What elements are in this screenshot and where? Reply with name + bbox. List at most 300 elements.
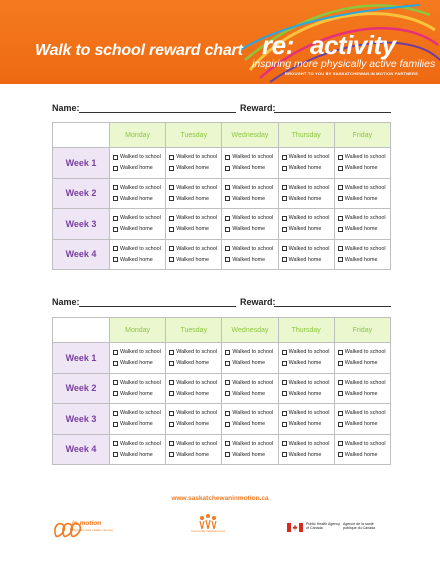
option-label: Walked to school (344, 379, 386, 386)
day-cell (278, 434, 334, 465)
checkbox[interactable] (225, 227, 230, 232)
checkbox[interactable] (113, 185, 118, 190)
header-banner (0, 0, 440, 84)
checkbox[interactable] (282, 185, 287, 190)
option-label: Walked home (120, 165, 153, 172)
day-header: Monday (110, 123, 166, 148)
walked-home-option[interactable] (225, 163, 277, 174)
day-header: Wednesday (222, 123, 278, 148)
checkbox[interactable] (113, 350, 118, 355)
week-row (53, 148, 391, 179)
checkbox[interactable] (282, 361, 287, 366)
logo-re: re: (262, 30, 294, 60)
day-cell (222, 148, 278, 179)
checkbox[interactable] (169, 380, 174, 385)
day-cell (110, 373, 166, 404)
option-label: Walked to school (232, 154, 274, 161)
checkbox[interactable] (225, 246, 230, 251)
walked-to-school-option[interactable] (113, 182, 165, 193)
walked-home-option[interactable] (113, 163, 165, 174)
checkbox[interactable] (338, 257, 343, 262)
checkbox[interactable] (282, 246, 287, 251)
checkbox[interactable] (113, 196, 118, 201)
option-label: Walked to school (120, 349, 161, 356)
checkbox[interactable] (282, 216, 287, 221)
walked-to-school-option[interactable] (169, 377, 221, 388)
name-field[interactable] (79, 112, 236, 113)
checkbox[interactable] (282, 380, 287, 385)
checkbox[interactable] (338, 216, 343, 221)
option-label: Walked home (344, 390, 378, 397)
reward-field[interactable] (274, 112, 391, 113)
name-reward-row-2 (52, 297, 392, 311)
option-label: Walked to school (120, 440, 161, 447)
walked-home-option[interactable] (225, 388, 277, 399)
brought-by-text: BROUGHT TO YOU BY SASKATCHEWAN IN MOTION PARTNERS (285, 71, 418, 76)
week-label: Week 4 (53, 239, 110, 270)
option-label: Walked home (120, 451, 153, 458)
checkbox[interactable] (169, 155, 174, 160)
walked-home-option[interactable] (338, 193, 390, 204)
option-label: Walked to school (288, 215, 330, 222)
walked-home-option[interactable] (282, 224, 334, 235)
checkbox[interactable] (225, 391, 230, 396)
day-cell (166, 373, 222, 404)
checkbox[interactable] (338, 185, 343, 190)
checkbox[interactable] (282, 441, 287, 446)
option-label: Walked to school (176, 245, 218, 252)
checkbox[interactable] (169, 411, 174, 416)
walked-to-school-option[interactable] (225, 408, 277, 419)
option-label: Walked to school (176, 379, 218, 386)
week-row (53, 343, 391, 374)
option-label: Walked home (176, 195, 209, 202)
walked-to-school-option[interactable] (338, 408, 390, 419)
walked-to-school-option[interactable] (338, 243, 390, 254)
walked-home-option[interactable] (113, 224, 165, 235)
checkbox[interactable] (225, 155, 230, 160)
day-header: Tuesday (166, 123, 222, 148)
walked-to-school-option[interactable] (338, 347, 390, 358)
checkbox[interactable] (338, 361, 343, 366)
walked-home-option[interactable] (169, 449, 221, 460)
option-label: Walked home (232, 360, 266, 367)
checkbox[interactable] (338, 166, 343, 171)
checkbox[interactable] (225, 257, 230, 262)
phac-french: Agence de la santé publique du Canada (343, 522, 376, 531)
option-label: Walked to school (176, 349, 218, 356)
option-label: Walked home (232, 195, 266, 202)
week-row (53, 178, 391, 209)
option-label: Walked to school (288, 154, 330, 161)
checkbox[interactable] (225, 411, 230, 416)
week-row (53, 434, 391, 465)
day-cell (166, 178, 222, 209)
option-label: Walked to school (176, 184, 218, 191)
checkbox[interactable] (225, 361, 230, 366)
checkbox[interactable] (225, 422, 230, 427)
day-header: Wednesday (222, 318, 278, 343)
checkbox[interactable] (338, 411, 343, 416)
walked-to-school-option[interactable] (225, 213, 277, 224)
checkbox[interactable] (169, 166, 174, 171)
walked-home-option[interactable] (282, 419, 334, 430)
option-label: Walked to school (344, 440, 386, 447)
day-cell (166, 434, 222, 465)
walked-home-option[interactable] (282, 254, 334, 265)
option-label: Walked home (344, 421, 378, 428)
checkbox[interactable] (338, 246, 343, 251)
day-cell (110, 434, 166, 465)
walked-to-school-option[interactable] (282, 347, 334, 358)
walked-to-school-option[interactable] (282, 213, 334, 224)
day-header: Friday (334, 123, 390, 148)
walked-to-school-option[interactable] (282, 408, 334, 419)
canada-flag-icon (287, 523, 303, 532)
option-label: Walked to school (344, 154, 386, 161)
checkbox[interactable] (282, 422, 287, 427)
option-label: Walked to school (288, 410, 330, 417)
week-row (53, 404, 391, 435)
checkbox[interactable] (113, 155, 118, 160)
option-label: Walked to school (344, 184, 386, 191)
walked-home-option[interactable] (282, 163, 334, 174)
checkbox[interactable] (338, 422, 343, 427)
walked-home-option[interactable] (338, 419, 390, 430)
day-cell (166, 209, 222, 240)
walked-home-option[interactable] (169, 163, 221, 174)
option-label: Walked to school (288, 349, 330, 356)
walked-home-option[interactable] (113, 388, 165, 399)
checkbox[interactable] (169, 257, 174, 262)
corner-cell (53, 318, 110, 343)
checkbox[interactable] (113, 166, 118, 171)
day-cell (278, 148, 334, 179)
walked-home-option[interactable] (338, 163, 390, 174)
tagline: inspiring more physically active families (252, 58, 436, 70)
option-label: Walked home (344, 226, 378, 233)
walked-home-option[interactable] (113, 193, 165, 204)
day-cell (110, 178, 166, 209)
community-fund-text: Community Initiatives Fund (191, 529, 225, 533)
week-row (53, 373, 391, 404)
checkbox[interactable] (113, 361, 118, 366)
option-label: Walked to school (344, 349, 386, 356)
checkbox[interactable] (282, 350, 287, 355)
page-title: Walk to school reward chart (35, 42, 243, 59)
option-label: Walked to school (344, 215, 386, 222)
option-label: Walked home (176, 256, 209, 263)
day-cell (166, 404, 222, 435)
corner-cell (53, 123, 110, 148)
walked-to-school-option[interactable] (282, 182, 334, 193)
day-cell (166, 148, 222, 179)
checkbox[interactable] (225, 196, 230, 201)
checkbox[interactable] (113, 246, 118, 251)
footer-url[interactable]: www.saskatchewaninmotion.ca (171, 495, 269, 502)
day-cell (222, 178, 278, 209)
option-label: Walked home (288, 390, 322, 397)
walked-to-school-option[interactable] (113, 408, 165, 419)
checkbox[interactable] (282, 257, 287, 262)
walked-home-option[interactable] (169, 254, 221, 265)
checkbox[interactable] (338, 452, 343, 457)
day-cell (166, 343, 222, 374)
day-cell (166, 239, 222, 270)
option-label: Walked home (232, 226, 266, 233)
checkbox[interactable] (113, 441, 118, 446)
checkbox[interactable] (169, 422, 174, 427)
reward-label: Reward: (240, 103, 276, 113)
walked-to-school-option[interactable] (338, 213, 390, 224)
option-label: Walked to school (344, 245, 386, 252)
walked-home-option[interactable] (225, 419, 277, 430)
checkbox[interactable] (169, 246, 174, 251)
day-cell (110, 148, 166, 179)
checkbox[interactable] (282, 166, 287, 171)
walked-to-school-option[interactable] (225, 377, 277, 388)
walked-to-school-option[interactable] (169, 213, 221, 224)
day-cell (222, 343, 278, 374)
walked-to-school-option[interactable] (169, 243, 221, 254)
option-label: Walked home (232, 451, 266, 458)
walked-home-option[interactable] (113, 419, 165, 430)
option-label: Walked home (344, 195, 378, 202)
walked-to-school-option[interactable] (169, 152, 221, 163)
option-label: Walked to school (120, 215, 161, 222)
walked-to-school-option[interactable] (169, 408, 221, 419)
walked-home-option[interactable] (169, 224, 221, 235)
walked-home-option[interactable] (282, 388, 334, 399)
checkbox[interactable] (225, 166, 230, 171)
walked-to-school-option[interactable] (113, 438, 165, 449)
name-label: Name: (52, 297, 80, 307)
walked-home-option[interactable] (282, 449, 334, 460)
checkbox[interactable] (282, 155, 287, 160)
checkbox[interactable] (225, 216, 230, 221)
walked-to-school-option[interactable] (225, 438, 277, 449)
name-reward-row-1 (52, 103, 392, 117)
option-label: Walked to school (232, 215, 274, 222)
walked-to-school-option[interactable] (169, 347, 221, 358)
walked-to-school-option[interactable] (113, 243, 165, 254)
walked-to-school-option[interactable] (113, 213, 165, 224)
option-label: Walked to school (120, 184, 161, 191)
checkbox[interactable] (113, 411, 118, 416)
checkbox[interactable] (113, 391, 118, 396)
walked-home-option[interactable] (282, 193, 334, 204)
day-cell (110, 239, 166, 270)
reward-chart-1 (52, 122, 391, 270)
walked-to-school-option[interactable] (113, 377, 165, 388)
option-label: Walked to school (120, 410, 161, 417)
option-label: Walked home (120, 226, 153, 233)
option-label: Walked home (120, 421, 153, 428)
option-label: Walked home (120, 390, 153, 397)
walked-to-school-option[interactable] (338, 438, 390, 449)
checkbox[interactable] (338, 350, 343, 355)
week-label: Week 2 (53, 178, 110, 209)
option-label: Walked to school (288, 440, 330, 447)
option-label: Walked home (288, 360, 322, 367)
checkbox[interactable] (113, 257, 118, 262)
day-cell (110, 404, 166, 435)
day-cell (334, 373, 390, 404)
walked-to-school-option[interactable] (338, 182, 390, 193)
day-cell (222, 209, 278, 240)
name-field[interactable] (79, 306, 236, 307)
walked-to-school-option[interactable] (282, 438, 334, 449)
walked-home-option[interactable] (113, 358, 165, 369)
checkbox[interactable] (338, 155, 343, 160)
walked-home-option[interactable] (225, 449, 277, 460)
walked-home-option[interactable] (169, 388, 221, 399)
walked-to-school-option[interactable] (282, 377, 334, 388)
option-label: Walked to school (232, 349, 274, 356)
day-cell (222, 434, 278, 465)
option-label: Walked home (176, 226, 209, 233)
checkbox[interactable] (225, 380, 230, 385)
checkbox[interactable] (113, 422, 118, 427)
checkbox[interactable] (338, 227, 343, 232)
option-label: Walked home (120, 360, 153, 367)
week-label: Week 4 (53, 434, 110, 465)
walked-to-school-option[interactable] (169, 182, 221, 193)
day-header: Thursday (278, 123, 334, 148)
walked-to-school-option[interactable] (282, 152, 334, 163)
checkbox[interactable] (113, 227, 118, 232)
walked-to-school-option[interactable] (225, 182, 277, 193)
walked-to-school-option[interactable] (225, 243, 277, 254)
day-cell (222, 373, 278, 404)
checkbox[interactable] (338, 380, 343, 385)
walked-to-school-option[interactable] (338, 377, 390, 388)
walked-home-option[interactable] (282, 358, 334, 369)
option-label: Walked home (344, 256, 378, 263)
walked-home-option[interactable] (338, 224, 390, 235)
walked-home-option[interactable] (113, 449, 165, 460)
week-row (53, 209, 391, 240)
reward-field[interactable] (274, 306, 391, 307)
option-label: Walked home (288, 256, 322, 263)
walked-to-school-option[interactable] (225, 152, 277, 163)
option-label: Walked to school (288, 184, 330, 191)
checkbox[interactable] (169, 216, 174, 221)
checkbox[interactable] (169, 227, 174, 232)
option-label: Walked home (176, 421, 209, 428)
checkbox[interactable] (225, 185, 230, 190)
checkbox[interactable] (282, 196, 287, 201)
week-label: Week 1 (53, 148, 110, 179)
checkbox[interactable] (113, 380, 118, 385)
walked-home-option[interactable] (225, 254, 277, 265)
day-header: Friday (334, 318, 390, 343)
walked-home-option[interactable] (169, 419, 221, 430)
option-label: Walked home (288, 226, 322, 233)
option-label: Walked to school (288, 245, 330, 252)
option-label: Walked home (288, 421, 322, 428)
checkbox[interactable] (282, 452, 287, 457)
option-label: Walked home (232, 421, 266, 428)
option-label: Walked to school (176, 154, 218, 161)
option-label: Walked home (232, 256, 266, 263)
checkbox[interactable] (282, 227, 287, 232)
walked-to-school-option[interactable] (338, 152, 390, 163)
week-label: Week 3 (53, 209, 110, 240)
checkbox[interactable] (113, 452, 118, 457)
checkbox[interactable] (282, 411, 287, 416)
walked-to-school-option[interactable] (113, 152, 165, 163)
walked-home-option[interactable] (169, 358, 221, 369)
walked-home-option[interactable] (225, 193, 277, 204)
walked-home-option[interactable] (338, 254, 390, 265)
option-label: Walked to school (232, 440, 274, 447)
day-cell (110, 209, 166, 240)
option-label: Walked home (120, 195, 153, 202)
walked-to-school-option[interactable] (225, 347, 277, 358)
checkbox[interactable] (169, 441, 174, 446)
option-label: Walked to school (232, 410, 274, 417)
checkbox[interactable] (169, 185, 174, 190)
checkbox[interactable] (225, 350, 230, 355)
option-label: Walked home (288, 165, 322, 172)
checkbox[interactable] (113, 216, 118, 221)
walked-to-school-option[interactable] (169, 438, 221, 449)
day-cell (222, 404, 278, 435)
checkbox[interactable] (225, 441, 230, 446)
checkbox[interactable] (169, 452, 174, 457)
walked-home-option[interactable] (225, 358, 277, 369)
checkbox[interactable] (169, 361, 174, 366)
day-cell (334, 178, 390, 209)
option-label: Walked home (344, 451, 378, 458)
option-label: Walked home (232, 165, 266, 172)
walked-home-option[interactable] (338, 388, 390, 399)
option-label: Walked to school (344, 410, 386, 417)
checkbox[interactable] (338, 441, 343, 446)
checkbox[interactable] (169, 391, 174, 396)
name-label: Name: (52, 103, 80, 113)
option-label: Walked home (176, 360, 209, 367)
checkbox[interactable] (338, 196, 343, 201)
checkbox[interactable] (338, 391, 343, 396)
day-cell (278, 343, 334, 374)
checkbox[interactable] (169, 350, 174, 355)
day-cell (278, 209, 334, 240)
week-label: Week 3 (53, 404, 110, 435)
walked-home-option[interactable] (169, 193, 221, 204)
day-cell (222, 239, 278, 270)
option-label: Walked home (288, 195, 322, 202)
logo-activity: activity (310, 30, 396, 60)
checkbox[interactable] (169, 196, 174, 201)
option-label: Walked home (120, 256, 153, 263)
walked-to-school-option[interactable] (282, 243, 334, 254)
walked-to-school-option[interactable] (113, 347, 165, 358)
option-label: Walked to school (120, 245, 161, 252)
option-label: Walked to school (288, 379, 330, 386)
checkbox[interactable] (282, 391, 287, 396)
walked-home-option[interactable] (225, 224, 277, 235)
walked-home-option[interactable] (113, 254, 165, 265)
week-label: Week 1 (53, 343, 110, 374)
walked-home-option[interactable] (338, 449, 390, 460)
walked-home-option[interactable] (338, 358, 390, 369)
checkbox[interactable] (225, 452, 230, 457)
footer-logos (0, 510, 440, 550)
day-cell (334, 148, 390, 179)
day-cell (334, 404, 390, 435)
